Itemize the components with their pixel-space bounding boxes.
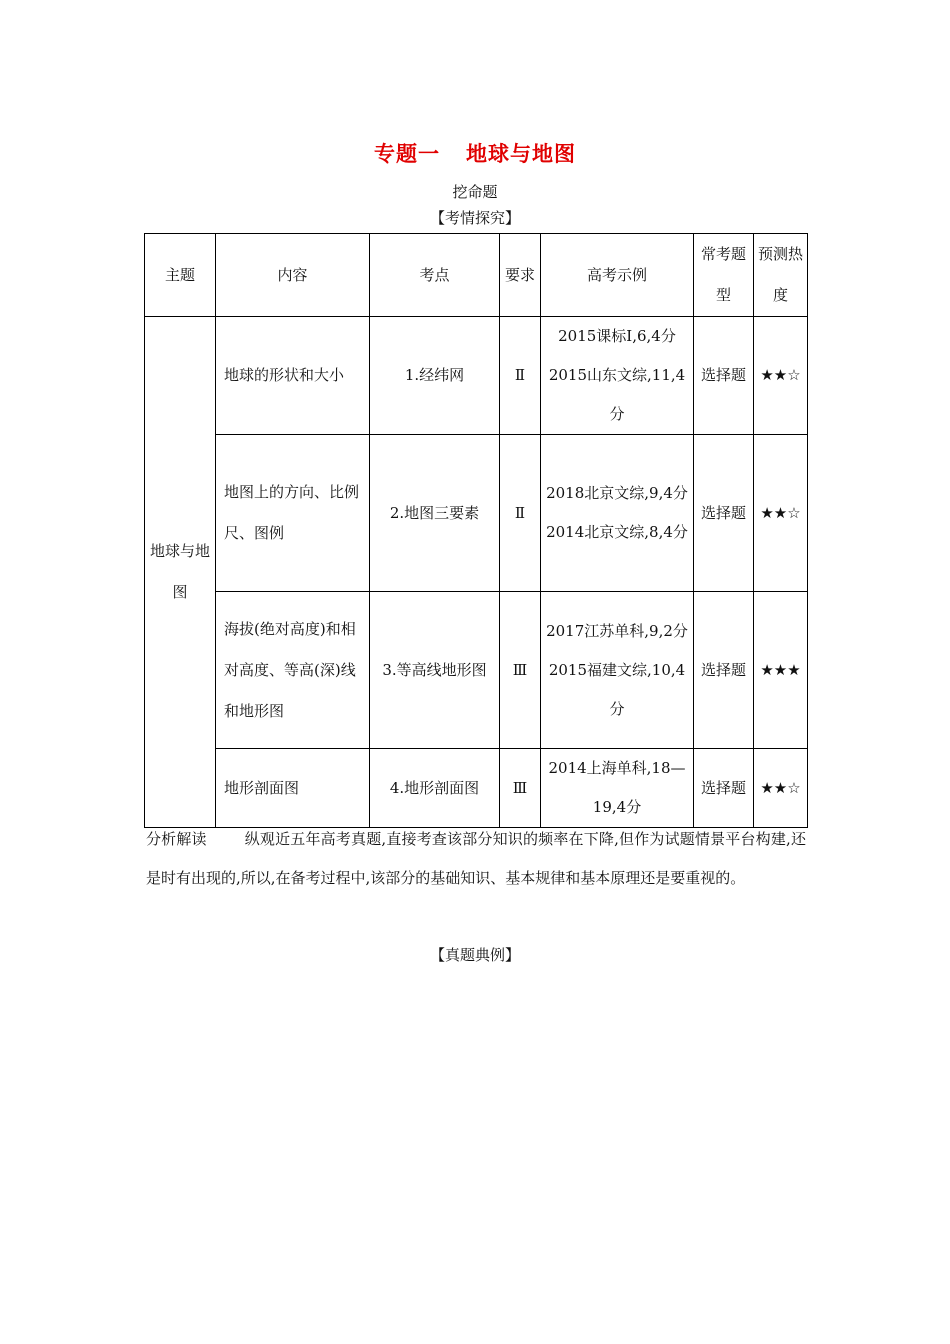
content-cell: 地形剖面图 (216, 749, 370, 828)
requirement-cell: Ⅱ (500, 317, 541, 435)
subtitle: 挖命题 (452, 183, 498, 201)
example-cell: 2015课标Ⅰ,6,4分 2015山东文综,11,4分 (541, 317, 694, 435)
example-cell: 2014上海单科,18—19,4分 (541, 749, 694, 828)
example-cell: 2017江苏单科,9,2分 2015福建文综,10,4分 (541, 592, 694, 749)
header-type: 常考题型 (694, 234, 754, 317)
requirement-cell: Ⅱ (500, 435, 541, 592)
type-cell: 选择题 (694, 592, 754, 749)
exam-table (144, 233, 808, 828)
analysis-text: 纵观近五年高考真题,直接考查该部分知识的频率在下降,但作为试题情景平台构建,还是时有出现的,所以,在备考过程中,该部分的基础知识、基本规律和基本原理还是要重视的。 (146, 830, 806, 887)
point-cell: 2.地图三要素 (370, 435, 500, 592)
table-row (145, 317, 808, 435)
header-heat: 预测热度 (754, 234, 808, 317)
page-title (0, 138, 950, 168)
example-cell: 2018北京文综,9,4分 2014北京文综,8,4分 (541, 435, 694, 592)
title-part2: 地球与地图 (466, 141, 576, 166)
type-cell: 选择题 (694, 749, 754, 828)
section-heading-exam-analysis: 【考情探究】 (429, 209, 520, 227)
table-row (145, 592, 808, 749)
heat-rating: ★★☆ (754, 435, 808, 592)
header-point: 考点 (370, 234, 500, 317)
section-heading-examples: 【真题典例】 (429, 946, 520, 964)
analysis-label: 分析解读 (146, 830, 207, 848)
table-header-row (145, 234, 808, 317)
requirement-cell: Ⅲ (500, 592, 541, 749)
analysis-paragraph (146, 820, 806, 898)
header-requirement: 要求 (500, 234, 541, 317)
heat-rating: ★★★ (754, 592, 808, 749)
point-cell: 4.地形剖面图 (370, 749, 500, 828)
header-content: 内容 (216, 234, 370, 317)
table-row (145, 435, 808, 592)
heat-rating: ★★☆ (754, 749, 808, 828)
table-row (145, 749, 808, 828)
content-cell: 地球的形状和大小 (216, 317, 370, 435)
point-cell: 3.等高线地形图 (370, 592, 500, 749)
title-part1: 专题一 (374, 141, 440, 166)
type-cell: 选择题 (694, 435, 754, 592)
requirement-cell: Ⅲ (500, 749, 541, 828)
content-cell: 海拔(绝对高度)和相对高度、等高(深)线和地形图 (216, 592, 370, 749)
header-example: 高考示例 (541, 234, 694, 317)
point-cell: 1.经纬网 (370, 317, 500, 435)
theme-cell: 地球与地图 (145, 317, 216, 828)
heat-rating: ★★☆ (754, 317, 808, 435)
content-cell: 地图上的方向、比例尺、图例 (216, 435, 370, 592)
type-cell: 选择题 (694, 317, 754, 435)
header-theme: 主题 (145, 234, 216, 317)
